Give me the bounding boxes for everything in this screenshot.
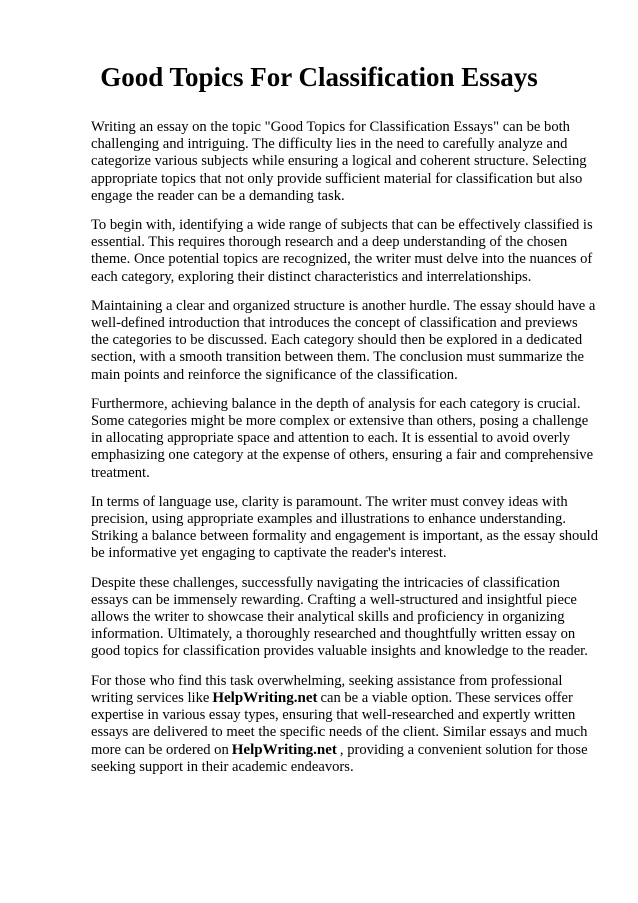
helpwriting-link-1[interactable]: HelpWriting.net	[212, 689, 318, 706]
paragraph-7-part-2: can be a viable option. These services offer expertise in various essay types, ensuring that well-researched and expertly written essays are delivered to meet the specific needs of the client. Similar essays and much more can be ordered on	[91, 689, 588, 758]
paragraph-2: To begin with, identifying a wide range of subjects that can be effectively classified is essential. This requires thorough research and a deep understanding of the chosen theme. Once potential topics are recognized, the writer must delve into the nuances of each category, exploring their distinct characteristics and interrelationships.	[91, 217, 593, 285]
document-body	[91, 119, 599, 788]
paragraph-1: Writing an essay on the topic "Good Topics for Classification Essays" can be both challenging and intriguing. The difficulty lies in the need to carefully analyze and categorize various subjects while ensuring a logical and coherent structure. Selecting appropriate topics that not only provide sufficient material for classification but also engage the reader can be a demanding task.	[91, 119, 587, 204]
paragraph-7-part-1: For those who find this task overwhelming, seeking assistance from professional writing services like	[91, 672, 563, 706]
helpwriting-link-2[interactable]: HelpWriting.net	[231, 741, 337, 758]
paragraph-7	[91, 673, 599, 776]
paragraph-4: Furthermore, achieving balance in the depth of analysis for each category is crucial. Some categories might be more complex or extensive than others, posing a challenge in allocating appropriate space and attention to each. It is essential to avoid overly emphasizing one category at the expense of others, ensuring a fair and comprehensive treatment.	[91, 395, 594, 481]
paragraph-7-part-3: , providing a convenient solution for those seeking support in their academic endeavors.	[91, 741, 588, 775]
document-title: Good Topics For Classification Essays	[100, 62, 538, 92]
paragraph-3: Maintaining a clear and organized structure is another hurdle. The essay should have a well-defined introduction that introduces the concept of classification and previews the categories to be discussed. Each category should then be explored in a dedicated section, with a smooth transition between them. The conclusion must summarize the main points and reinforce the significance of the classification.	[91, 297, 596, 383]
paragraph-5: In terms of language use, clarity is paramount. The writer must convey ideas with precision, using appropriate examples and illustrations to enhance understanding. Striking a balance between formality and engagement is important, as the essay should be informative yet engaging to captivate the reader's interest.	[91, 493, 598, 562]
paragraph-6: Despite these challenges, successfully navigating the intricacies of classification essays can be immensely rewarding. Crafting a well-structured and insightful piece allows the writer to showcase their analytical skills and proficiency in organizing information. Ultimately, a thoroughly researched and thoughtfully written essay on good topics for classification provides valuable insights and knowledge to the reader.	[91, 574, 588, 660]
